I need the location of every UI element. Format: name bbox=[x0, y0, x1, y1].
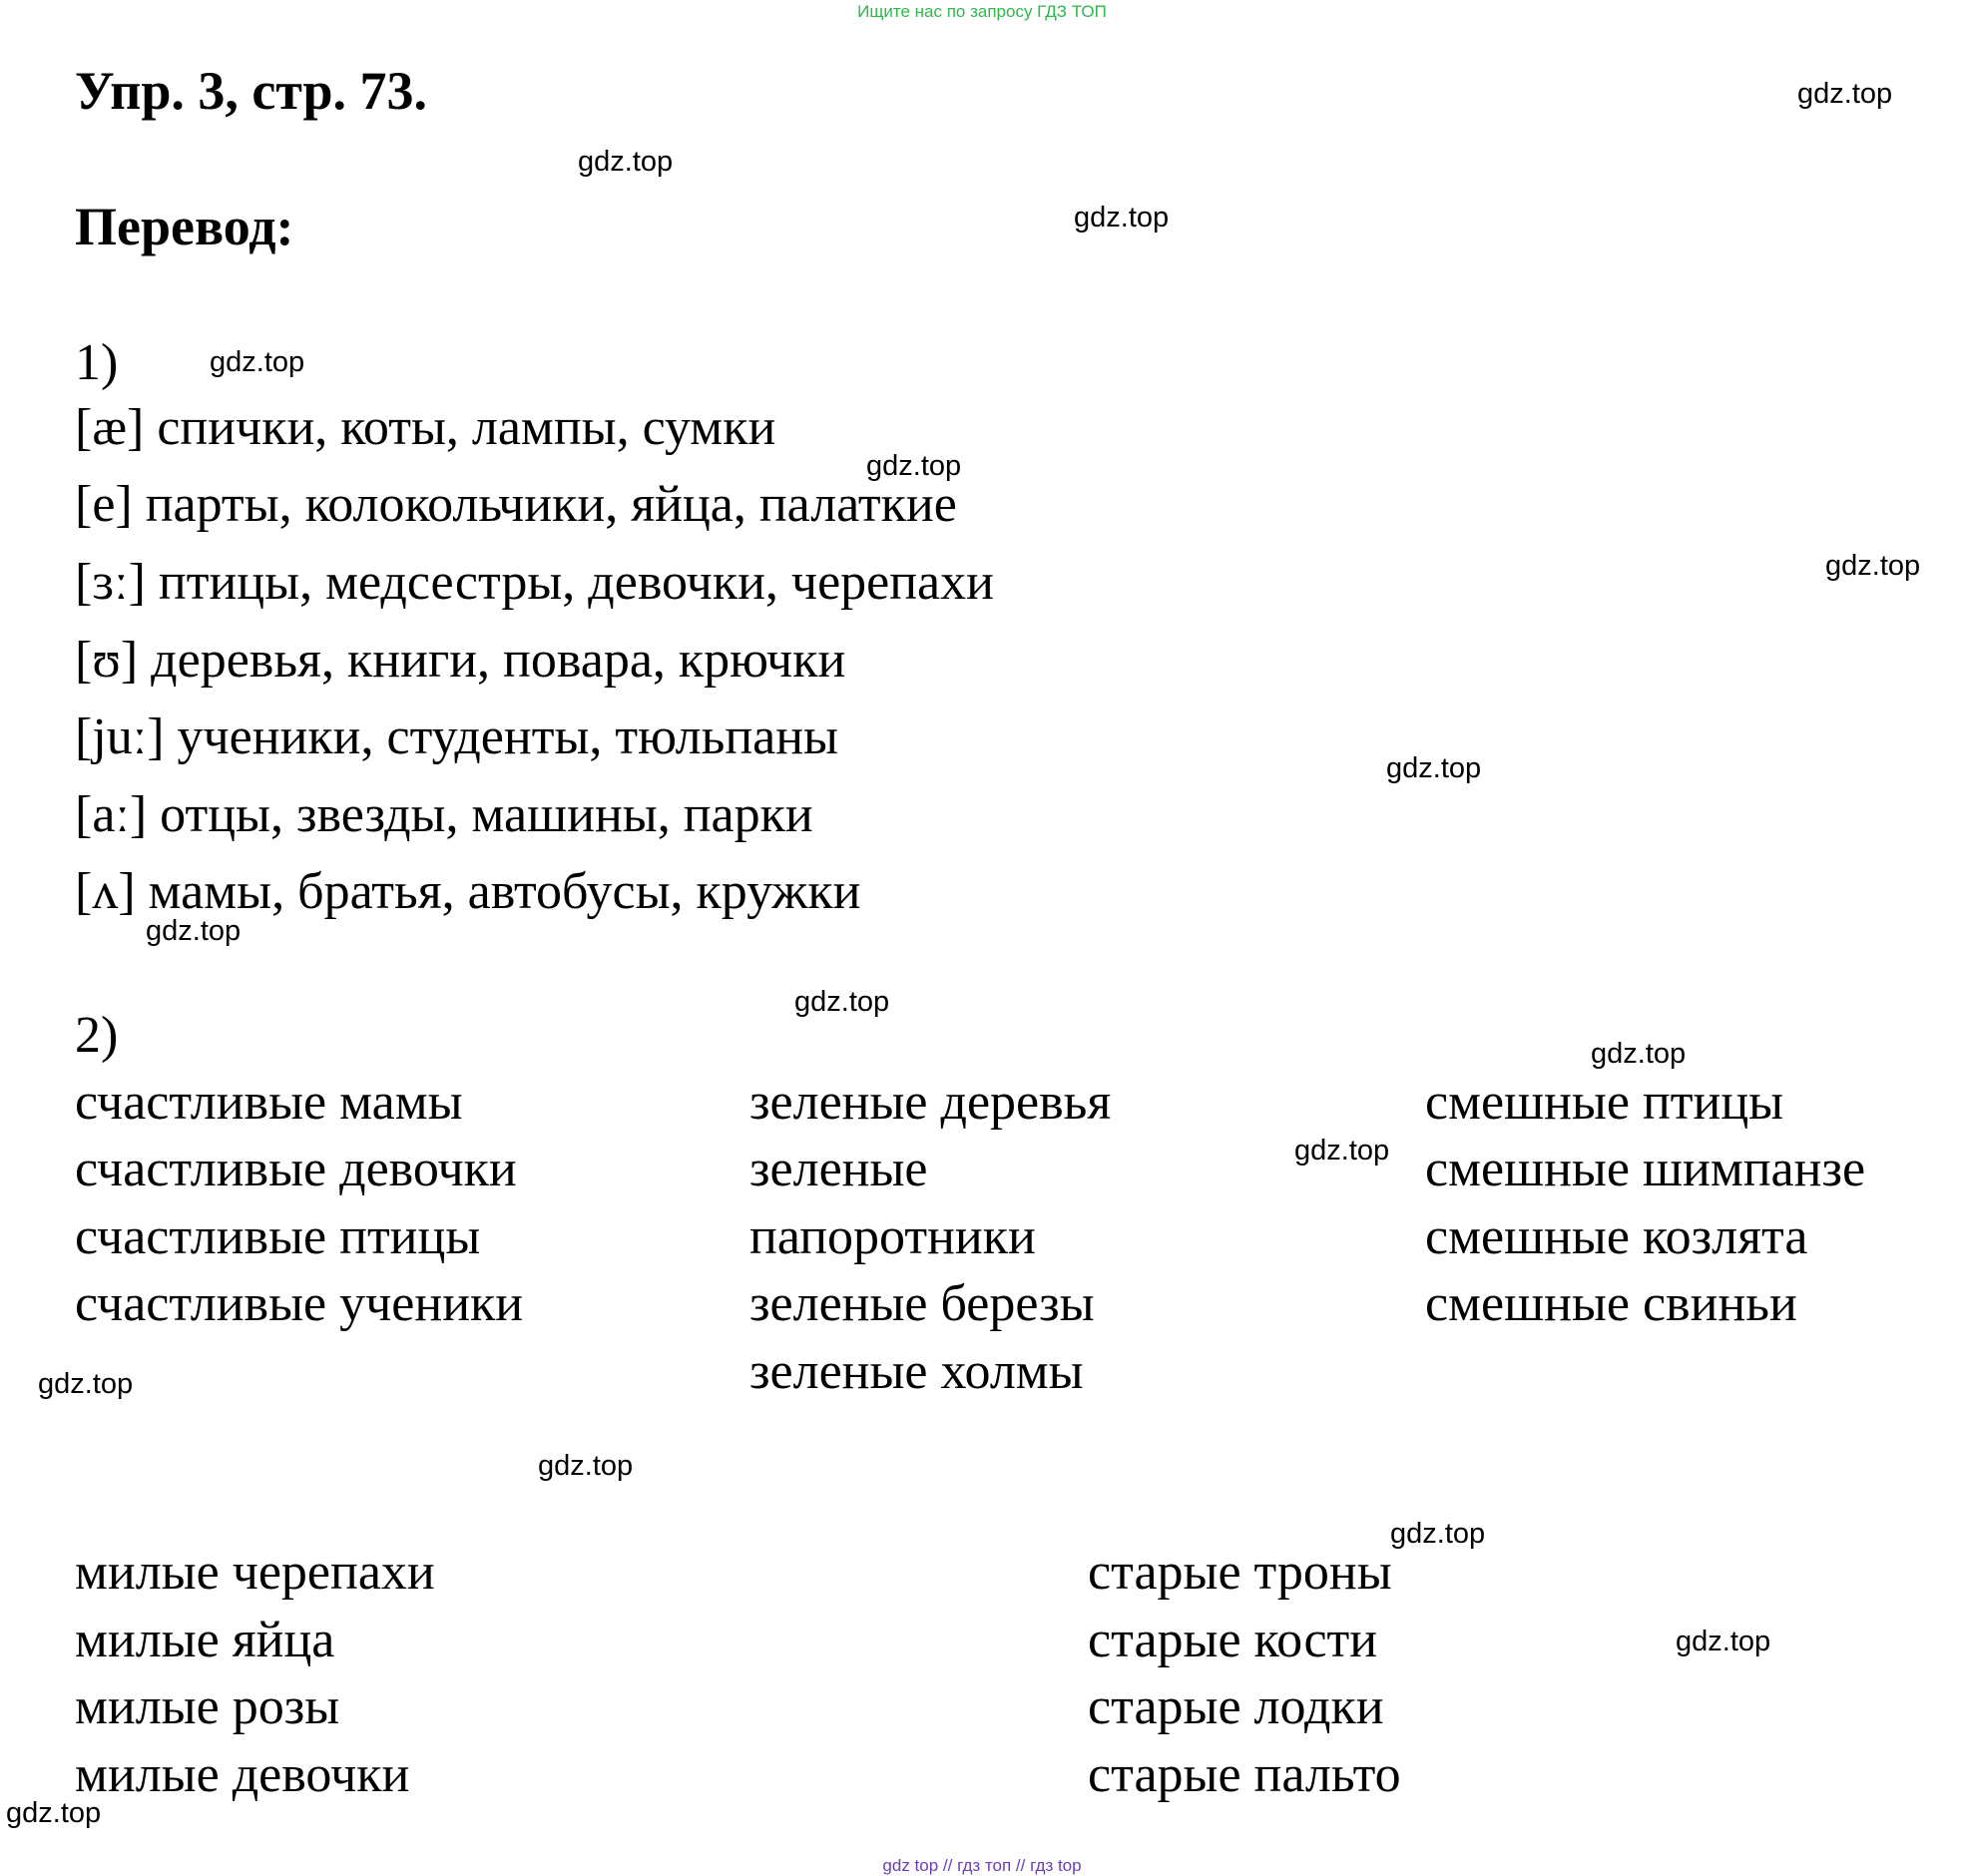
watermark: gdz.top bbox=[866, 450, 962, 482]
part1-number: 1) bbox=[75, 334, 119, 391]
col3-item: смешные свиньи bbox=[1425, 1275, 1797, 1332]
part1-line: [ʌ] мамы, братья, автобусы, кружки bbox=[75, 863, 861, 920]
watermark: gdz.top bbox=[578, 146, 674, 178]
col3-item: смешные птицы bbox=[1425, 1074, 1784, 1131]
watermark: gdz.top bbox=[1386, 752, 1482, 784]
footer-watermark: gdz top // гдз топ // гдз top bbox=[882, 1856, 1082, 1875]
part1-line: [juː] ученики, студенты, тюльпаны bbox=[75, 708, 838, 765]
col4-item: милые девочки bbox=[75, 1746, 410, 1803]
watermark: gdz.top bbox=[1797, 78, 1893, 110]
watermark: gdz.top bbox=[6, 1797, 102, 1829]
col2-item: зеленые березы bbox=[749, 1275, 1095, 1332]
col1-item: счастливые мамы bbox=[75, 1074, 463, 1131]
col3-item: смешные шимпанзе bbox=[1425, 1141, 1866, 1197]
page-title: Упр. 3, стр. 73. bbox=[75, 61, 428, 121]
part2-number: 2) bbox=[75, 1007, 119, 1064]
part1-line: [e] парты, колокольчики, яйца, палаткие bbox=[75, 476, 957, 533]
part1-line: [aː] отцы, звезды, машины, парки bbox=[75, 786, 813, 843]
col5-item: старые троны bbox=[1088, 1544, 1392, 1601]
watermark: gdz.top bbox=[210, 346, 305, 378]
watermark: gdz.top bbox=[38, 1368, 134, 1400]
col2-item: зеленые деревья bbox=[749, 1074, 1112, 1131]
watermark: gdz.top bbox=[538, 1450, 634, 1482]
watermark: gdz.top bbox=[1676, 1626, 1771, 1657]
col1-item: счастливые птицы bbox=[75, 1208, 481, 1265]
col4-item: милые розы bbox=[75, 1678, 340, 1735]
watermark: gdz.top bbox=[1294, 1135, 1390, 1167]
part1-line: [æ] спички, коты, лампы, сумки bbox=[75, 399, 776, 456]
col1-item: счастливые девочки bbox=[75, 1141, 517, 1197]
watermark: gdz.top bbox=[1390, 1518, 1486, 1550]
col5-item: старые лодки bbox=[1088, 1678, 1384, 1735]
watermark: gdz.top bbox=[794, 986, 890, 1018]
col4-item: милые яйца bbox=[75, 1612, 335, 1668]
section-subtitle: Перевод: bbox=[75, 197, 294, 256]
col4-item: милые черепахи bbox=[75, 1544, 435, 1601]
col1-item: счастливые ученики bbox=[75, 1275, 524, 1332]
col5-item: старые кости bbox=[1088, 1612, 1378, 1668]
col2-item: папоротники bbox=[749, 1208, 1036, 1265]
col3-item: смешные козлята bbox=[1425, 1208, 1808, 1265]
watermark: gdz.top bbox=[1825, 550, 1921, 582]
col5-item: старые пальто bbox=[1088, 1746, 1401, 1803]
col2-item: зеленые холмы bbox=[749, 1343, 1084, 1400]
top-banner: Ищите нас по запросу ГДЗ ТОП bbox=[857, 2, 1107, 21]
watermark: gdz.top bbox=[146, 915, 242, 947]
part1-line: [ʊ] деревья, книги, повара, крючки bbox=[75, 632, 846, 689]
watermark: gdz.top bbox=[1074, 202, 1170, 234]
part1-line: [ɜː] птицы, медсестры, девочки, черепахи bbox=[75, 554, 994, 611]
col2-item: зеленые bbox=[749, 1141, 928, 1197]
watermark: gdz.top bbox=[1591, 1038, 1687, 1070]
